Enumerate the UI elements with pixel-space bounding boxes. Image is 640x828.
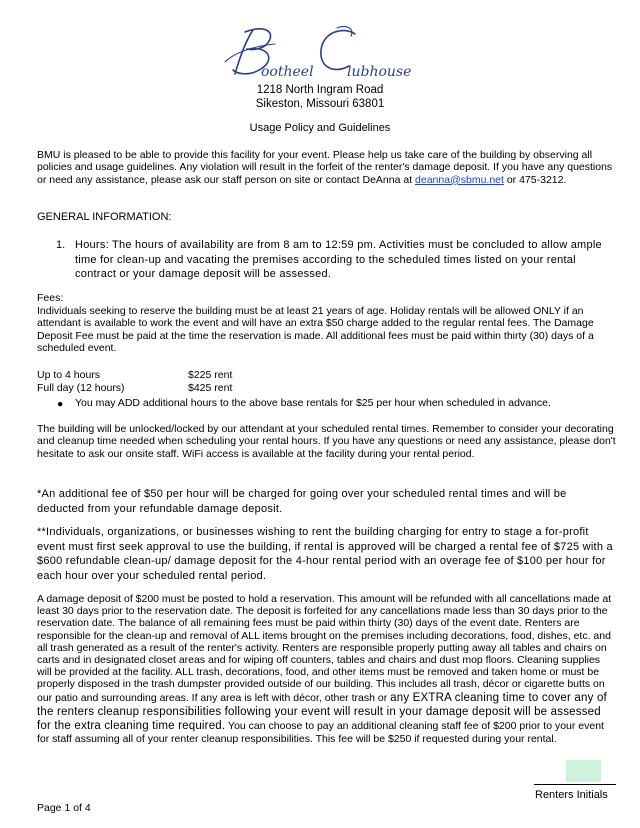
list-item-number: 1. bbox=[56, 239, 66, 251]
page-number: Page 1 of 4 bbox=[37, 802, 91, 814]
damage-deposit-paragraph bbox=[37, 593, 617, 745]
bullet-dot: ● bbox=[57, 398, 64, 410]
additional-hours-bullet: You may ADD additional hours to the above base rentals for $25 per hour when scheduled in advance. bbox=[75, 397, 551, 409]
bootheel-clubhouse-logo bbox=[215, 22, 430, 84]
intro-phone-text: or 475-3212. bbox=[503, 173, 567, 186]
general-heading: GENERAL INFORMATION: bbox=[37, 211, 172, 223]
contact-email-link[interactable]: deanna@sbmu.net bbox=[415, 173, 504, 186]
address-line-2: Sikeston, Missouri 63801 bbox=[255, 98, 385, 110]
overtime-fee-paragraph: *An additional fee of $50 per hour will be charged for going over your scheduled rental times and will be deducted from your refundable damage deposit. bbox=[37, 488, 567, 515]
for-profit-paragraph: **Individuals, organizations, or businesses wishing to rent the building charging for entry to stage a for-profit event must first seek approval to use the building, if rental is approved will be charged a rental fee of $725 with a $600 refundable clean-up/ damage deposit for the 4-hour rental period with an overage fee of $100 per hour for each hour over your scheduled rental period. bbox=[37, 526, 613, 582]
intro-paragraph bbox=[37, 149, 617, 186]
rate-label: Full day (12 hours) bbox=[37, 382, 125, 394]
page-title: Usage Policy and Guidelines bbox=[249, 122, 391, 134]
initials-signature-line bbox=[534, 784, 616, 785]
renters-initials-field[interactable] bbox=[566, 760, 601, 782]
rate-label: Up to 4 hours bbox=[37, 369, 101, 381]
address-line-1: 1218 North Ingram Road bbox=[256, 84, 384, 96]
fees-heading: Fees: bbox=[37, 292, 64, 304]
deposit-text-3: You can choose to pay an additional cleaning staff fee of $200 prior to your event for staff assuming all of your renter cleanup responsibilities. This fee will be $250 if requested during your rental. bbox=[37, 719, 604, 745]
intro-text: BMU is pleased to be able to provide this facility for your event. Please help us take care of the building by observing all policies and usage guidelines. Any violation will result in the forfeit of the renter's damage deposit. If you have any questions or need any assistance, please ask our staff person on site or contact DeAnna at bbox=[37, 149, 613, 186]
deposit-text-2: any EXTRA cleaning time to cover any of the renters cleanup responsibilities following your event will result in your damage deposit will be assessed for the extra cleaning time required. bbox=[37, 691, 607, 732]
deposit-text-1: A damage deposit of $200 must be posted to hold a reservation. This amount will be refunded with all cancellations made at least 30 days prior to the reservation date. The deposit is forfeited for any cancellations made less than 30 days prior to the reservation date. The balance of all remaining fees must be paid within thirty (30) days of the event date. Renters are responsible for the clean-up and removal of ALL items brought on the premises including decorations, food, dishes, etc. and all trash generated as a result of the renter's activity. Renters are responsible properly putting away all tables and chairs on carts and in designated closet areas and for wiping off counters, tables and chairs and dust mop floors. Cleaning supplies will be provided at the facility. ALL trash, decorations, food, and other items must be removed and taken home or must be properly disposed in the trash dumpster provided outside of our building. This includes all trash, décor or cigarette butts on our patio and surrounding areas. If any area is left with décor, other trash or bbox=[37, 593, 612, 704]
rate-amount: $425 rent bbox=[188, 382, 233, 394]
logo-word-clubhouse: lubhouse bbox=[347, 64, 412, 80]
fees-paragraph: Individuals seeking to reserve the building must be at least 21 years of age. Holiday rentals will be allowed ONLY if an attendant is available to work the event and will have an extra $50 charge added to the regular rental fees. The Damage Deposit Fee must be paid at the time the reservation is made. All additional fees must be paid within thirty (30) days of a scheduled event. bbox=[37, 305, 594, 354]
rate-row-4-hours bbox=[37, 369, 233, 381]
rate-row-full-day bbox=[37, 382, 233, 394]
rate-amount: $225 rent bbox=[188, 369, 233, 381]
building-paragraph: The building will be unlocked/locked by our attendant at your scheduled rental times. Remember to consider your decorating and cleanup time needed when scheduling your rental hours. If you have any questions or need any assistance, please don't hesitate to ask our onsite staff. WiFi access is available at the facility during your rental period. bbox=[37, 423, 616, 460]
renters-initials-label: Renters Initials bbox=[535, 789, 608, 801]
logo-word-bootheel: ootheel bbox=[261, 64, 314, 80]
hours-list-item: Hours: The hours of availability are from 8 am to 12:59 pm. Activities must be concluded to allow ample time for clean-up and vacating the premises according to the scheduled times listed on your rental contract or your damage deposit will be assessed. bbox=[75, 239, 602, 280]
